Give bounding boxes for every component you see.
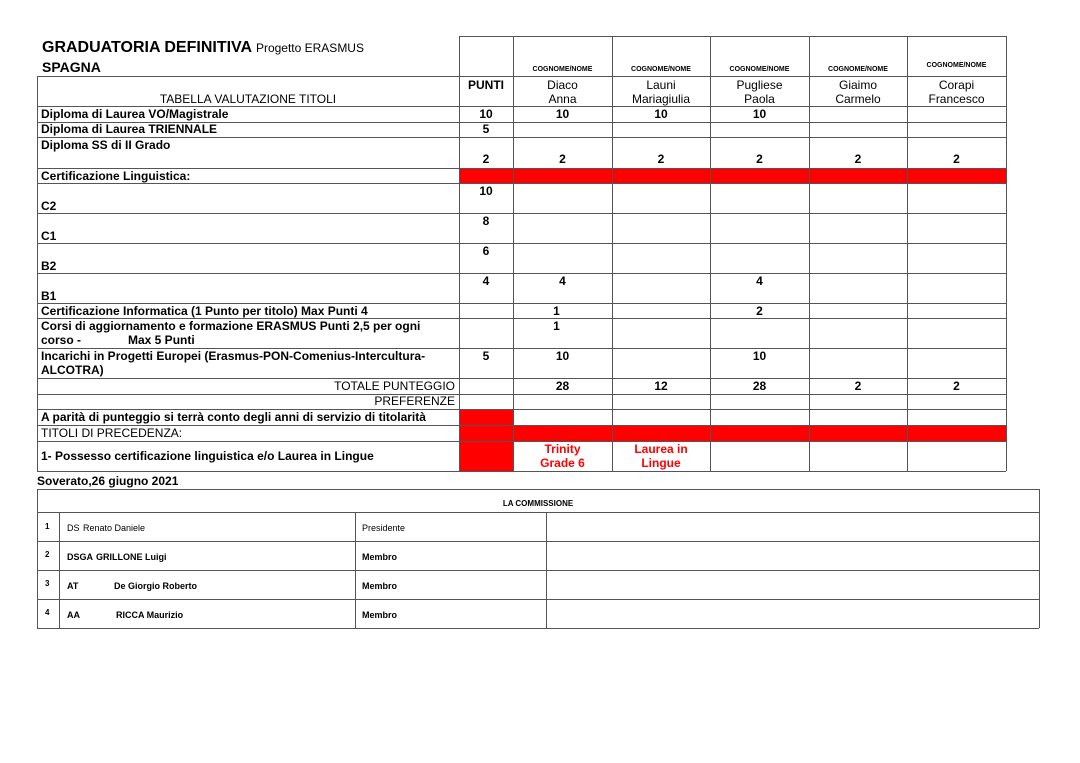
cert-ling-red-band — [459, 168, 1006, 183]
col-header-label: COGNOME/NOME — [926, 62, 987, 69]
possesso-cell-line: Lingue — [641, 456, 681, 470]
value-cell: 10 — [654, 107, 668, 121]
possesso-cell-line: Grade 6 — [540, 456, 585, 470]
row-label-corsi-1: Corsi di aggiornamento e formazione ERASMUS Punti 2,5 per ogni — [41, 319, 421, 333]
possesso-red-cell — [459, 441, 513, 471]
total-cell: 28 — [752, 379, 767, 393]
value-cell: 4 — [559, 274, 566, 288]
candidate-name: Anna — [548, 92, 577, 106]
member-title: DSGA — [67, 552, 94, 562]
value-cell: 10 — [752, 107, 767, 121]
member-number: 4 — [45, 608, 50, 617]
candidate-surname: Diaco — [547, 78, 578, 92]
punti-header: PUNTI — [468, 78, 504, 92]
section-header: TABELLA VALUTAZIONE TITOLI — [159, 92, 337, 106]
member-role: Membro — [362, 581, 398, 591]
row-label-diploma: Diploma SS di II Grado — [41, 138, 171, 152]
member-title: AT — [67, 581, 79, 591]
place-date: Soverato,26 giugno 2021 — [37, 474, 179, 488]
title-sub: Progetto ERASMUS — [255, 41, 364, 55]
punti-c1: 8 — [482, 214, 490, 228]
grid-line — [37, 541, 1039, 542]
row-label-c2: C2 — [41, 199, 57, 213]
parita-red-cell — [459, 409, 513, 425]
value-cell: 4 — [756, 274, 763, 288]
member-name: RICCA Maurizio — [116, 610, 184, 620]
member-name: GRILLONE Luigi — [96, 552, 167, 562]
total-cell: 2 — [953, 379, 960, 393]
value-cell: 1 — [553, 304, 560, 318]
value-cell: 1 — [553, 319, 560, 333]
member-title: DS — [67, 523, 80, 533]
row-label-possesso: 1- Possesso certificazione linguistica e/o Laurea in Lingue — [41, 449, 374, 463]
value-cell: 10 — [555, 349, 570, 363]
row-label-parita: A parità di punteggio si terrà conto degli anni di servizio di titolarità — [41, 410, 426, 424]
row-label-corsi-max: Max 5 Punti — [128, 333, 195, 347]
row-label-incarichi-1: Incarichi in Progetti Europei (Erasmus-PON-Comenius-Intercultura- — [41, 349, 426, 363]
grid-line — [37, 76, 1006, 77]
member-number: 1 — [45, 522, 50, 531]
row-label-preferenze: PREFERENZE — [374, 394, 455, 408]
grid-line — [37, 628, 1039, 629]
row-label-corsi-2: corso - — [41, 333, 82, 347]
row-label-b1: B1 — [41, 289, 57, 303]
candidate-surname: Launi — [646, 78, 676, 92]
punti-b1: 4 — [482, 274, 490, 288]
grid-line — [37, 570, 1039, 571]
grid-line — [37, 273, 1006, 274]
title-country: SPAGNA — [42, 59, 101, 75]
candidate-surname: Pugliese — [736, 78, 783, 92]
candidate-surname: Giaimo — [838, 78, 877, 92]
punti-b2: 6 — [482, 244, 490, 258]
row-label-totale: TOTALE PUNTEGGIO — [334, 379, 455, 393]
grid-line — [459, 36, 1006, 37]
member-number: 2 — [45, 550, 50, 559]
candidate-surname: Corapi — [938, 78, 975, 92]
row-label-informatica: Certificazione Informatica (1 Punto per titolo) Max Punti 4 — [41, 304, 368, 318]
member-role: Presidente — [362, 523, 406, 533]
punti-incarichi: 5 — [482, 349, 490, 363]
possesso-cell-line: Trinity — [544, 442, 581, 456]
col-header-label: COGNOME/NOME — [532, 66, 593, 73]
candidate-name: Carmelo — [835, 92, 881, 106]
row-label-laurea-vo: Diploma di Laurea VO/Magistrale — [41, 107, 229, 121]
punti-diploma: 2 — [482, 152, 490, 166]
value-cell: 2 — [657, 152, 665, 166]
value-cell: 2 — [953, 152, 960, 166]
total-cell: 12 — [654, 379, 668, 393]
grid-line — [37, 425, 1006, 426]
precedenza-red-band — [459, 425, 1006, 441]
grid-line — [1039, 489, 1040, 628]
candidate-name: Mariagiulia — [631, 92, 691, 106]
row-label-precedenza: TITOLI DI PRECEDENZA: — [41, 426, 183, 440]
row-label-laurea-tri: Diploma di Laurea TRIENNALE — [41, 122, 218, 136]
value-cell: 2 — [854, 152, 862, 166]
member-role: Membro — [362, 552, 398, 562]
grid-line — [37, 489, 1039, 490]
grid-line — [37, 471, 1006, 472]
grid-line — [37, 599, 1039, 600]
commission-title: LA COMMISSIONE — [502, 499, 574, 508]
row-label-cert-ling: Certificazione Linguistica: — [41, 169, 191, 183]
grid-line — [355, 512, 356, 628]
row-label-b2: B2 — [41, 259, 57, 273]
total-cell: 28 — [555, 379, 570, 393]
value-cell: 10 — [752, 349, 767, 363]
punti-c2: 10 — [479, 184, 493, 198]
punti-laurea-tri: 5 — [482, 122, 490, 136]
grid-line — [37, 183, 1006, 184]
row-label-incarichi-2: ALCOTRA) — [41, 363, 104, 377]
candidate-name: Paola — [744, 92, 775, 106]
grid-line — [37, 76, 38, 471]
grid-line — [37, 489, 38, 628]
col-header-label: COGNOME/NOME — [631, 66, 691, 73]
grid-line — [546, 512, 547, 628]
value-cell: 10 — [555, 107, 570, 121]
grid-line — [37, 213, 1006, 214]
possesso-cell-line: Laurea in — [634, 442, 688, 456]
grid-line — [37, 243, 1006, 244]
grid-line — [1006, 36, 1007, 471]
member-name: De Giorgio Roberto — [114, 581, 197, 591]
value-cell: 2 — [756, 304, 763, 318]
value-cell: 2 — [559, 152, 566, 166]
member-number: 3 — [45, 579, 50, 588]
grid-line — [59, 512, 60, 628]
member-title: AA — [67, 610, 80, 620]
member-name: Renato Daniele — [83, 523, 146, 533]
grid-line — [37, 512, 1039, 513]
col-header-label: COGNOME/NOME — [828, 66, 888, 73]
total-cell: 2 — [854, 379, 862, 393]
title-main: GRADUATORIA DEFINITIVA — [42, 39, 252, 56]
grid-line — [37, 441, 1006, 442]
col-header-label: COGNOME/NOME — [729, 66, 790, 73]
member-role: Membro — [362, 610, 398, 620]
document-title — [42, 39, 364, 57]
candidate-name: Francesco — [928, 92, 985, 106]
value-cell: 2 — [756, 152, 763, 166]
grid-line — [37, 137, 1006, 138]
punti-laurea-vo: 10 — [479, 107, 493, 121]
row-label-c1: C1 — [41, 229, 57, 243]
